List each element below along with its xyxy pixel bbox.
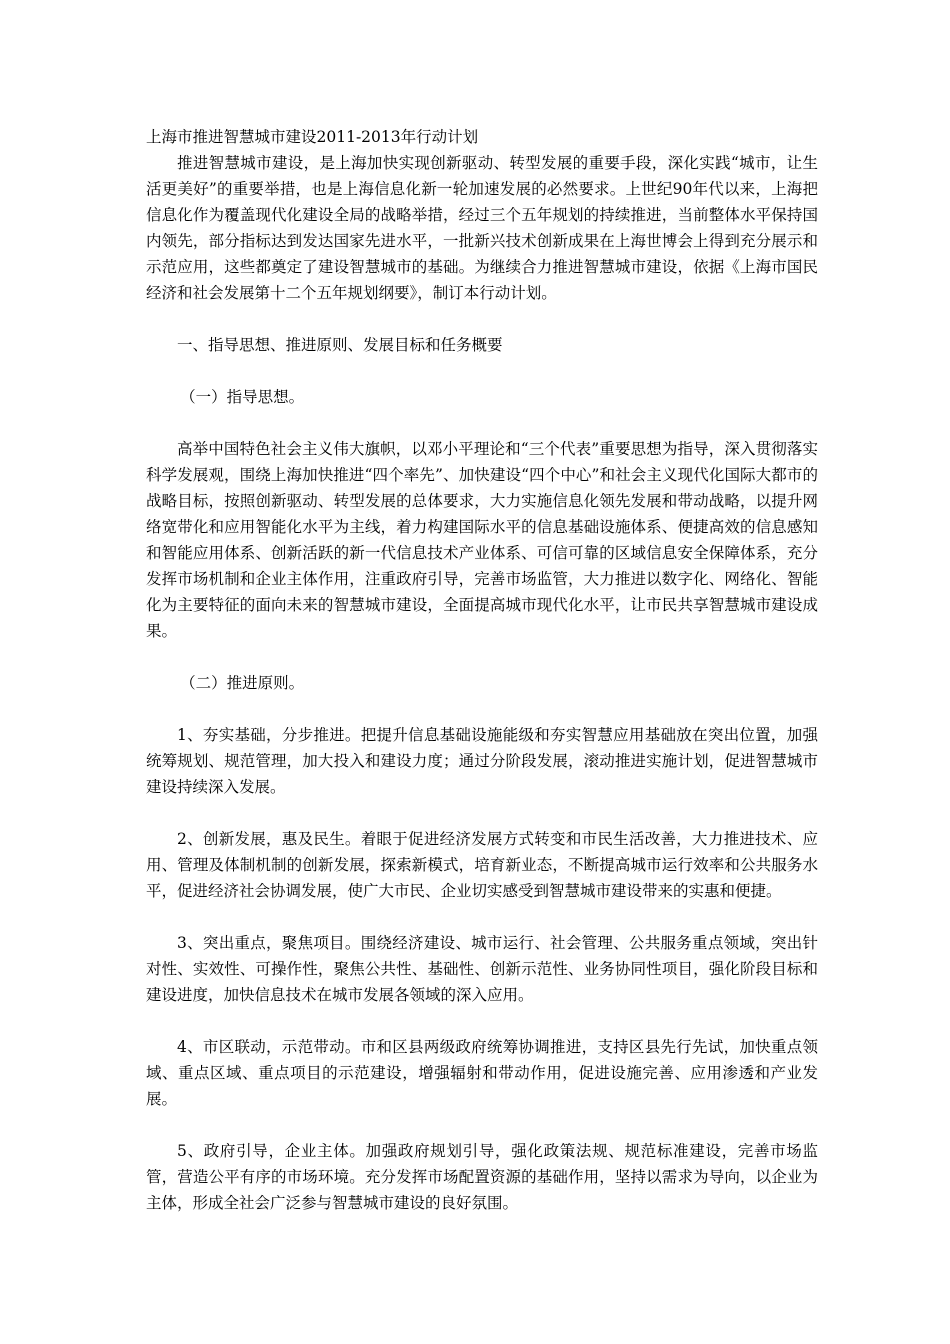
subsection-heading-principles: （二）推进原则。 — [180, 674, 305, 692]
spacer — [146, 696, 818, 722]
subsection-heading-guiding-thought: （一）指导思想。 — [180, 388, 305, 406]
principle-paragraph: 4、市区联动，示范带动。市和区县两级政府统筹协调推进，支持区县先行先试，加快重点领域、重点区域、重点项目的示范建设，增强辐射和带动作用，促进设施完善、应用渗透和产业发展。 — [146, 1038, 818, 1108]
intro-paragraph: 推进智慧城市建设，是上海加快实现创新驱动、转型发展的重要手段，深化实践“城市，让生活更美好”的重要举措，也是上海信息化新一轮加速发展的必然要求。上世纪90年代以来，上海把信息化作为覆盖现代化建设全局的战略举措，经过三个五年规划的持续推进，当前整体水平保持国内领先，部分指标达到发达国家先进水平，一批新兴技术创新成果在上海世博会上得到充分展示和示范应用，这些都奠定了建设智慧城市的基础。为继续合力推进智慧城市建设，依据《上海市国民经济和社会发展第十二个五年规划纲要》，制订本行动计划。 — [146, 154, 818, 302]
spacer — [146, 1008, 818, 1034]
spacer — [146, 410, 818, 436]
principle-paragraph: 5、政府引导，企业主体。加强政府规划引导，强化政策法规、规范标准建设，完善市场监管，营造公平有序的市场环境。充分发挥市场配置资源的基础作用，坚持以需求为导向，以企业为主体，形成全社会广泛参与智慧城市建设的良好氛围。 — [146, 1142, 818, 1212]
section-heading: 一、指导思想、推进原则、发展目标和任务概要 — [177, 336, 503, 354]
principle-paragraph: 1、夯实基础，分步推进。把提升信息基础设施能级和夯实智慧应用基础放在突出位置，加强统筹规划、规范管理，加大投入和建设力度；通过分阶段发展，滚动推进实施计划，促进智慧城市建设持续深入发展。 — [146, 726, 818, 796]
spacer — [146, 800, 818, 826]
spacer — [146, 1112, 818, 1138]
guiding-thought-paragraph: 高举中国特色社会主义伟大旗帜，以邓小平理论和“三个代表”重要思想为指导，深入贯彻落实科学发展观，围绕上海加快推进“四个率先”、加快建设“四个中心”和社会主义现代化国际大都市的战略目标，按照创新驱动、转型发展的总体要求，大力实施信息化领先发展和带动战略，以提升网络宽带化和应用智能化水平为主线，着力构建国际水平的信息基础设施体系、便捷高效的信息感知和智能应用体系、创新活跃的新一代信息技术产业体系、可信可靠的区域信息安全保障体系，充分发挥市场机制和企业主体作用，注重政府引导，完善市场监管，大力推进以数字化、网络化、智能化为主要特征的面向未来的智慧城市建设，全面提高城市现代化水平，让市民共享智慧城市建设成果。 — [146, 440, 818, 640]
document-title: 上海市推进智慧城市建设2011-2013年行动计划 — [146, 128, 479, 146]
spacer — [146, 644, 818, 670]
spacer — [146, 358, 818, 384]
principle-paragraph: 2、创新发展，惠及民生。着眼于促进经济发展方式转变和市民生活改善，大力推进技术、应用、管理及体制机制的创新发展，探索新模式，培育新业态，不断提高城市运行效率和公共服务水平，促进经济社会协调发展，使广大市民、企业切实感受到智慧城市建设带来的实惠和便捷。 — [146, 830, 818, 900]
principle-paragraph: 3、突出重点，聚焦项目。围绕经济建设、城市运行、社会管理、公共服务重点领域，突出针对性、实效性、可操作性，聚焦公共性、基础性、创新示范性、业务协同性项目，强化阶段目标和建设进度，加快信息技术在城市发展各领域的深入应用。 — [146, 934, 818, 1004]
document-page — [146, 124, 818, 1216]
spacer — [146, 904, 818, 930]
spacer — [146, 306, 818, 332]
